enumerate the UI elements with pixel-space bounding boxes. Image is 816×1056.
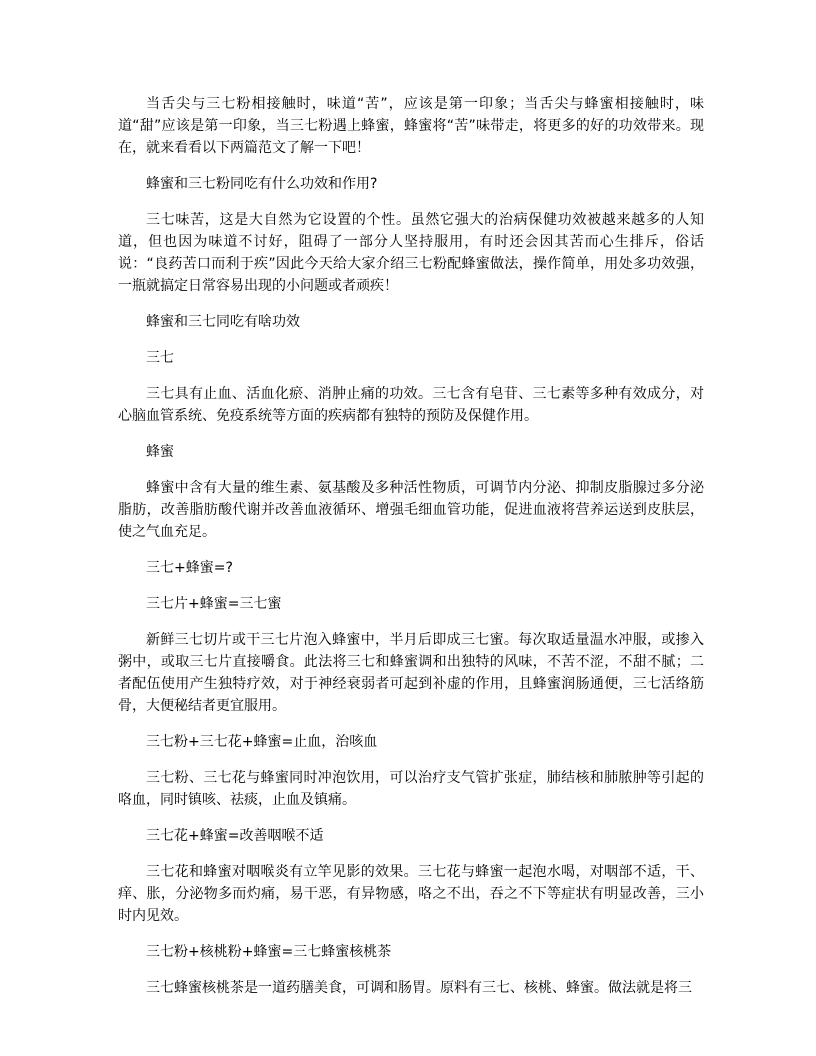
heading-sanqi-plus-honey: 三七+蜂蜜=?: [146, 560, 233, 576]
heading-benefits: 蜂蜜和三七同吃有啥功效: [146, 314, 300, 330]
sanqi-paragraph: 三七具有止血、活血化瘀、消肿止痛的功效。三七含有皂苷、三七素等多种有效成分，对心脑血管系统、免疫系统等方面的疾病都有独特的预防及保健作用。: [118, 386, 704, 424]
document-page: [118, 93, 704, 999]
heading-question: 蜂蜜和三七粉同吃有什么功效和作用?: [146, 176, 378, 192]
honey-paragraph: 蜂蜜中含有大量的维生素、氨基酸及多种活性物质，可调节内分泌、抑制皮脂腺过多分泌脂肪，改善脂肪酸代谢并改善血液循环、增强毛细血管功能，促进血液将营养运送到皮肤层，使之气血充足。: [118, 480, 704, 540]
heading-sanqi: 三七: [146, 350, 174, 366]
heading-honey: 蜂蜜: [146, 444, 174, 460]
flower-honey-paragraph: 三七花和蜂蜜对咽喉炎有立竿见影的效果。三七花与蜂蜜一起泡水喝，对咽部不适，干、痒、胀，分泌物多而灼痛，易干恶，有异物感，咯之不出，吞之不下等症状有明显改善，三小时内见效。: [118, 864, 704, 924]
heading-slices-honey: 三七片+蜂蜜=三七蜜: [146, 596, 282, 612]
walnut-tea-paragraph: 三七蜂蜜核桃茶是一道药膳美食，可调和肠胃。原料有三七、核桃、蜂蜜。做法就是将三: [146, 980, 692, 996]
heading-flower-honey: 三七花+蜂蜜=改善咽喉不适: [146, 828, 324, 844]
intro-paragraph: 当舌尖与三七粉相接触时，味道“苦”，应该是第一印象；当舌尖与蜂蜜相接触时，味道“甜”应该是第一印象，当三七粉遇上蜂蜜，蜂蜜将“苦”味带走，将更多的好的功效带来。现在，就来看看以下两篇范文了解一下吧！: [118, 96, 704, 156]
heading-walnut-tea: 三七粉+核桃粉+蜂蜜=三七蜂蜜核桃茶: [146, 944, 392, 960]
slices-honey-paragraph: 新鲜三七切片或干三七片泡入蜂蜜中，半月后即成三七蜜。每次取适量温水冲服，或掺入粥中，或取三七片直接嚼食。此法将三七和蜂蜜调和出独特的风味，不苦不涩，不甜不腻；二者配伍使用产生独特疗效，对于神经衰弱者可起到补虚的作用，且蜂蜜润肠通便，三七活络筋骨，大便秘结者更宜服用。: [118, 632, 704, 714]
heading-powder-flower-honey: 三七粉+三七花+蜂蜜=止血，治咳血: [146, 734, 378, 750]
powder-flower-honey-paragraph: 三七粉、三七花与蜂蜜同时冲泡饮用，可以治疗支气管扩张症，肺结核和肺脓肿等引起的咯血，同时镇咳、祛痰，止血及镇痛。: [118, 770, 704, 808]
sanqi-bitter-paragraph: 三七味苦，这是大自然为它设置的个性。虽然它强大的治病保健功效被越来越多的人知道，但也因为味道不讨好，阻碍了一部分人坚持服用，有时还会因其苦而心生排斥，俗话说：“良药苦口而利于疾”因此今天给大家介绍三七粉配蜂蜜做法，操作简单，用处多功效强，一瓶就搞定日常容易出现的小问题或者顽疾！: [118, 212, 704, 294]
